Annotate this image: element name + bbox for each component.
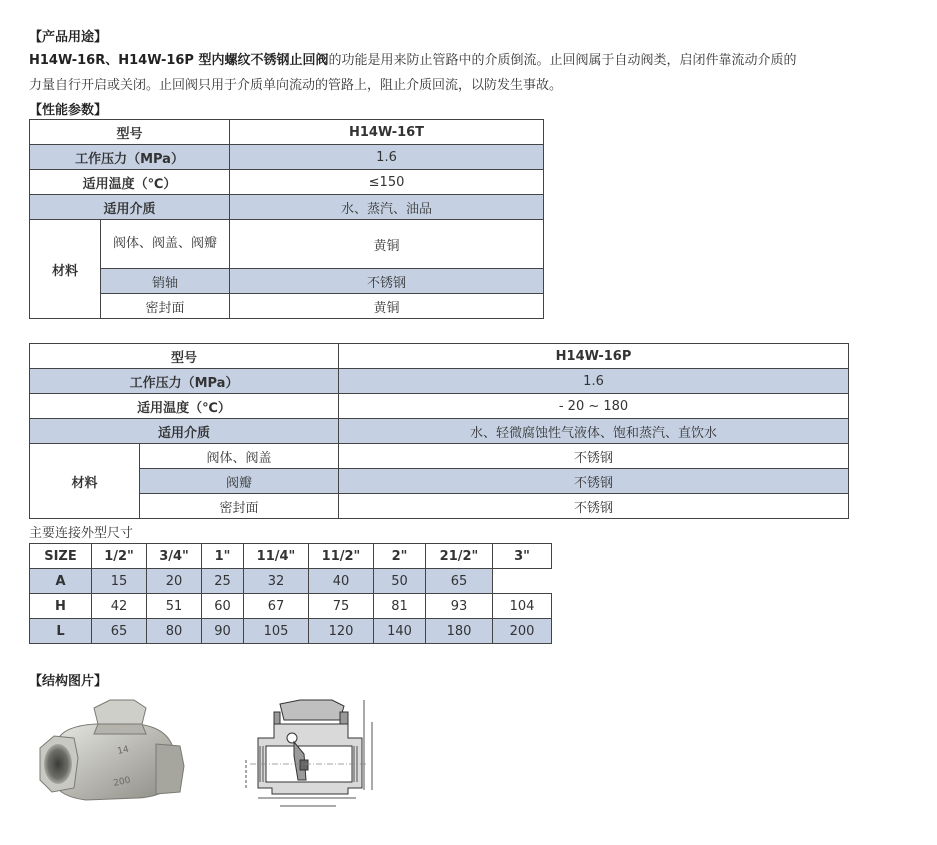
dims-row-label: A	[30, 569, 92, 594]
dims-cell: 120	[309, 619, 374, 644]
dimensions-table	[29, 543, 552, 644]
dims-cell: 60	[202, 594, 244, 619]
dims-cell: 67	[244, 594, 309, 619]
dims-cell: 32	[244, 569, 309, 594]
dims-cell: 51	[147, 594, 202, 619]
t1-temp-label: 适用温度（℃）	[30, 170, 230, 195]
t2-pressure-label: 工作压力（MPa）	[30, 369, 339, 394]
t2-temp-label: 适用温度（℃）	[30, 394, 339, 419]
t1-medium-value: 水、蒸汽、油品	[230, 195, 544, 220]
structure-heading: 【结构图片】	[29, 674, 108, 689]
dims-header-cell: 11/4"	[244, 544, 309, 569]
t2-mat3-value: 不锈钢	[339, 494, 849, 519]
intro-text-line1: 的功能是用来防止管路中的介质倒流。止回阀属于自动阀类，启闭件靠流动介质的	[328, 53, 797, 68]
t2-medium-value: 水、轻微腐蚀性气液体、饱和蒸汽、直饮水	[339, 419, 849, 444]
t1-mat2-value: 不锈钢	[230, 269, 544, 294]
t2-model-label: 型号	[30, 344, 339, 369]
dims-header-cell: SIZE	[30, 544, 92, 569]
t2-pressure-value: 1.6	[339, 369, 849, 394]
dims-row-h	[30, 594, 552, 619]
dims-cell: 40	[309, 569, 374, 594]
intro-bold-model: H14W-16R、H14W-16P 型内螺纹不锈钢止回阀	[29, 53, 329, 68]
dims-header-cell: 1"	[202, 544, 244, 569]
photo-marking-2: 200	[112, 775, 132, 789]
dims-cell: 180	[426, 619, 493, 644]
dims-cell: 15	[92, 569, 147, 594]
dims-cell-empty	[493, 569, 552, 594]
dims-row-label: H	[30, 594, 92, 619]
t2-medium-label: 适用介质	[30, 419, 339, 444]
t2-temp-value: - 20 ~ 180	[339, 394, 849, 419]
t1-mat3-name: 密封面	[101, 294, 230, 319]
t2-mat3-name: 密封面	[140, 494, 339, 519]
dims-row-a	[30, 569, 552, 594]
t1-mat3-value: 黄铜	[230, 294, 544, 319]
dims-cell: 75	[309, 594, 374, 619]
t1-mat2-name: 销轴	[101, 269, 230, 294]
t2-mat1-value: 不锈钢	[339, 444, 849, 469]
t1-pressure-value: 1.6	[230, 145, 544, 170]
photo-marking-1: 14	[116, 744, 130, 757]
dims-cell: 104	[493, 594, 552, 619]
dims-cell: 90	[202, 619, 244, 644]
spec-table-16p	[29, 343, 849, 519]
dims-header-cell: 3"	[493, 544, 552, 569]
t2-mat2-name: 阀瓣	[140, 469, 339, 494]
t1-temp-value: ≤150	[230, 170, 544, 195]
valve-photo	[38, 696, 186, 808]
dims-header-cell: 21/2"	[426, 544, 493, 569]
t1-mat1-value: 黄铜	[230, 220, 544, 269]
t1-model-label: 型号	[30, 120, 230, 145]
usage-heading: 【产品用途】	[29, 30, 108, 45]
t1-model-value: H14W-16T	[230, 120, 544, 145]
dims-cell: 65	[92, 619, 147, 644]
t1-material-label: 材料	[30, 220, 101, 319]
t1-pressure-label: 工作压力（MPa）	[30, 145, 230, 170]
dims-header-cell: 2"	[374, 544, 426, 569]
dims-header-cell: 1/2"	[92, 544, 147, 569]
dims-header-cell: 3/4"	[147, 544, 202, 569]
dims-header-cell: 11/2"	[309, 544, 374, 569]
dims-cell: 80	[147, 619, 202, 644]
dims-header-row	[30, 544, 552, 569]
valve-section-drawing	[244, 694, 384, 810]
dims-row-label: L	[30, 619, 92, 644]
t2-mat2-value: 不锈钢	[339, 469, 849, 494]
dims-cell: 50	[374, 569, 426, 594]
dims-cell: 20	[147, 569, 202, 594]
dims-caption: 主要连接外型尺寸	[29, 526, 134, 541]
dims-row-l	[30, 619, 552, 644]
t1-mat1-name: 阀体、阀盖、阀瓣	[101, 220, 230, 269]
t2-model-value: H14W-16P	[339, 344, 849, 369]
t2-mat1-name: 阀体、阀盖	[140, 444, 339, 469]
dims-cell: 81	[374, 594, 426, 619]
t1-medium-label: 适用介质	[30, 195, 230, 220]
dims-cell: 93	[426, 594, 493, 619]
dims-cell: 105	[244, 619, 309, 644]
dims-cell: 25	[202, 569, 244, 594]
dims-cell: 65	[426, 569, 493, 594]
params-heading: 【性能参数】	[29, 103, 108, 118]
dims-cell: 200	[493, 619, 552, 644]
dims-cell: 42	[92, 594, 147, 619]
spec-table-16t	[29, 119, 544, 319]
intro-text-line2: 力量自行开启或关闭。止回阀只用于介质单向流动的管路上，阻止介质回流，以防发生事故。	[29, 78, 563, 93]
t2-material-label: 材料	[30, 444, 140, 519]
dims-cell: 140	[374, 619, 426, 644]
intro-paragraph	[29, 48, 909, 98]
